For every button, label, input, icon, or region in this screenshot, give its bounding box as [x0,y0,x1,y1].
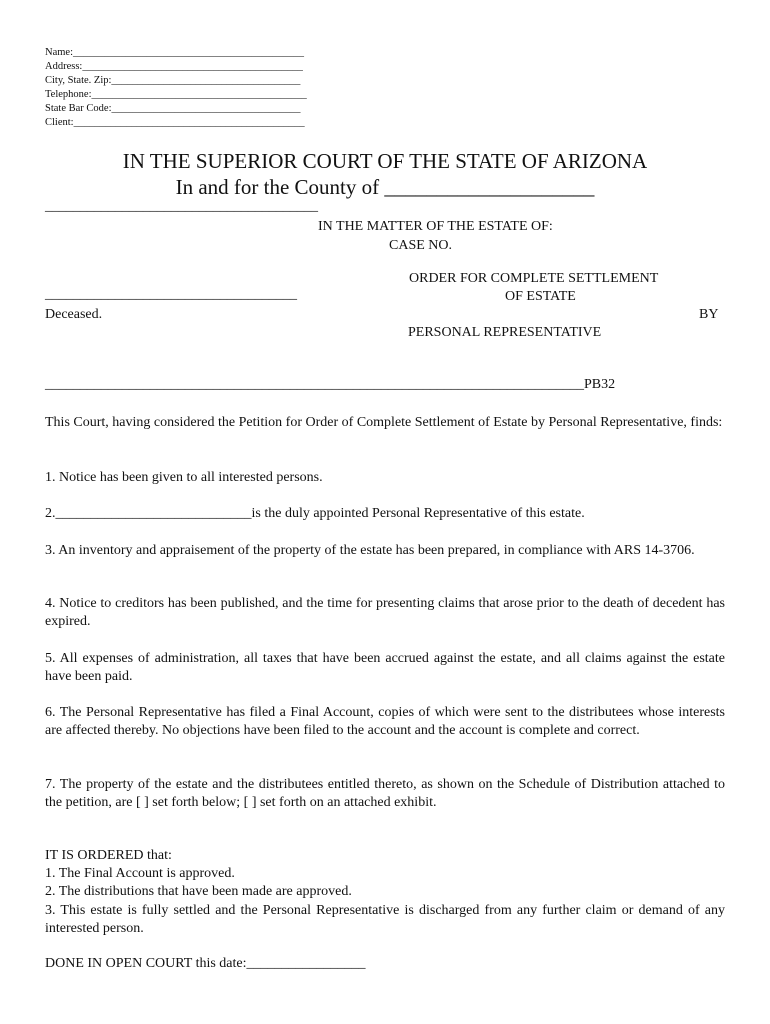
order-title-line2: OF ESTATE [505,289,576,304]
state-bar-code-field: State Bar Code:____________________________________ [45,103,301,114]
finding-7: 7. The property of the estate and the distributees entitled thereto, as shown on the Schedule of Distribution attached to the petition, are [ ] set forth below; [ ] set forth on an attached exhibit. [45,777,725,810]
address-field: Address:__________________________________________ [45,61,303,72]
deceased-label: Deceased. [45,307,103,322]
name-field: Name:____________________________________________ [45,47,304,58]
order-title-line1: ORDER FOR COMPLETE SETTLEMENT [409,271,659,286]
finding-3: 3. An inventory and appraisement of the property of the estate has been prepared, in compliance with ARS 14-3706. [45,543,695,558]
finding-1: 1. Notice has been given to all interested persons. [45,470,323,485]
intro-paragraph: This Court, having considered the Petition for Order of Complete Settlement of Estate by Personal Representative, finds: [45,415,723,430]
form-number-line: _____________________________________________________________________________PB32 [45,377,616,392]
personal-representative-label: PERSONAL REPRESENTATIVE [408,325,602,340]
finding-2: 2.____________________________is the duly appointed Personal Representative of this estate. [45,506,585,521]
deceased-name-line: ____________________________________ [45,287,297,302]
estate-of-label: IN THE MATTER OF THE ESTATE OF: [318,219,553,234]
case-number-label: CASE NO. [389,238,453,253]
orders-heading: IT IS ORDERED that: [45,848,172,863]
city-state-zip-field: City, State. Zip:____________________________________ [45,75,301,86]
by-label: BY [699,307,719,322]
order-1: 1. The Final Account is approved. [45,866,235,881]
telephone-field: Telephone:_________________________________________ [45,89,307,100]
court-title: IN THE SUPERIOR COURT OF THE STATE OF ARIZONA [122,149,648,173]
done-in-open-court: DONE IN OPEN COURT this date:_________________ [45,956,366,971]
county-line: In and for the County of ____________________ [175,175,595,199]
client-field: Client:____________________________________________ [45,117,305,128]
finding-4: 4. Notice to creditors has been published, and the time for presenting claims that arose prior to the death of decedent has expired. [45,596,725,629]
caption-top-line: _______________________________________ [45,199,318,214]
finding-5: 5. All expenses of administration, all taxes that have been accrued against the estate, and all claims against the estate have been paid. [45,651,725,684]
order-3: 3. This estate is fully settled and the Personal Representative is discharged from any further claim or demand of any interested person. [45,903,725,936]
finding-6: 6. The Personal Representative has filed a Final Account, copies of which were sent to the distributees whose interests are affected thereby. No objections have been filed to the account and the account is complete and correct. [45,705,725,738]
order-2: 2. The distributions that have been made are approved. [45,884,352,899]
